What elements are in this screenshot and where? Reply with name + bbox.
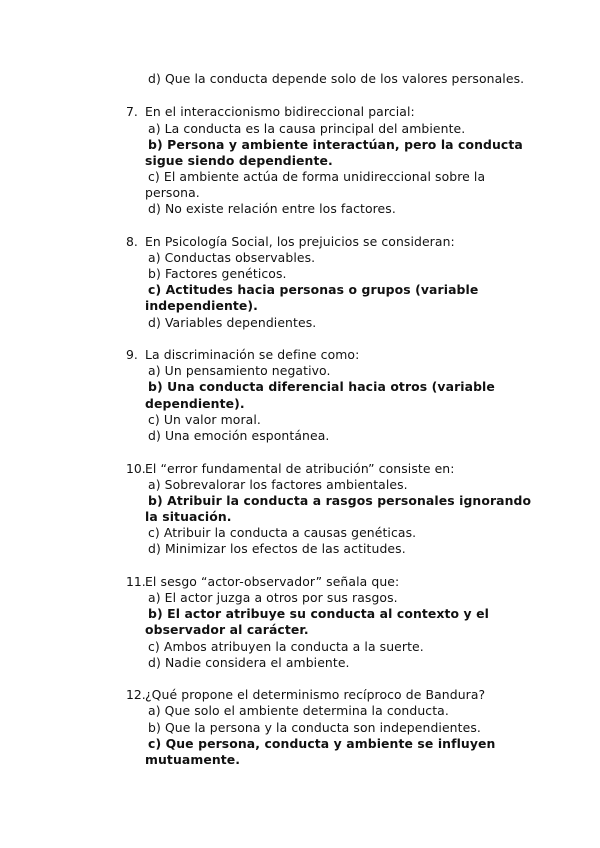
option-b: b) Factores genéticos.: [148, 266, 287, 281]
question-stem: ¿Qué propone el determinismo recíproco de Bandura?: [145, 687, 486, 702]
option-a: a) El actor juzga a otros por sus rasgos.: [148, 590, 398, 605]
option-d: d) Variables dependientes.: [148, 315, 317, 330]
option-c-correct-continued: independiente).: [145, 298, 258, 313]
question-number: 12.: [126, 687, 146, 702]
question-number: 7.: [126, 104, 138, 119]
option-c-correct: c) Actitudes hacia personas o grupos (variable: [148, 282, 479, 297]
question-stem: En Psicología Social, los prejuicios se consideran:: [145, 234, 455, 249]
option-a: a) Sobrevalorar los factores ambientales.: [148, 477, 408, 492]
option-c: c) Ambos atribuyen la conducta a la suerte.: [148, 639, 424, 654]
option-d: d) No existe relación entre los factores.: [148, 201, 396, 216]
question-number: 11.: [126, 574, 146, 589]
option-c: c) Atribuir la conducta a causas genéticas.: [148, 525, 417, 540]
option-b-correct: b) Una conducta diferencial hacia otros (variable: [148, 379, 495, 394]
option-a: a) Conductas observables.: [148, 250, 316, 265]
option-b-correct-continued: sigue siendo dependiente.: [145, 153, 333, 168]
question-stem: El “error fundamental de atribución” consiste en:: [145, 461, 455, 476]
option-b-correct-continued: observador al carácter.: [145, 622, 309, 637]
option-d: d) Minimizar los efectos de las actitudes.: [148, 541, 406, 556]
option-c-correct-continued: mutuamente.: [145, 752, 241, 767]
question-6-option-d: d) Que la conducta depende solo de los valores personales.: [148, 71, 525, 86]
question-number: 9.: [126, 347, 138, 362]
option-b-correct: b) Persona y ambiente interactúan, pero la conducta: [148, 137, 523, 152]
option-c: c) Un valor moral.: [148, 412, 261, 427]
option-c-continued: persona.: [145, 185, 200, 200]
question-stem: La discriminación se define como:: [145, 347, 360, 362]
option-b-correct: b) Atribuir la conducta a rasgos personales ignorando: [148, 493, 532, 508]
question-stem: El sesgo “actor-observador” señala que:: [145, 574, 400, 589]
option-b-correct-continued: dependiente).: [145, 396, 245, 411]
question-number: 8.: [126, 234, 138, 249]
option-c: c) El ambiente actúa de forma unidireccional sobre la: [148, 169, 486, 184]
option-a: a) Que solo el ambiente determina la conducta.: [148, 703, 449, 718]
option-d: d) Una emoción espontánea.: [148, 428, 330, 443]
option-b-correct: b) El actor atribuye su conducta al contexto y el: [148, 606, 489, 621]
option-b: b) Que la persona y la conducta son independientes.: [148, 720, 481, 735]
option-c-correct: c) Que persona, conducta y ambiente se influyen: [148, 736, 496, 751]
option-a: a) La conducta es la causa principal del ambiente.: [148, 121, 466, 136]
option-a: a) Un pensamiento negativo.: [148, 363, 331, 378]
option-b-correct-continued: la situación.: [145, 509, 232, 524]
question-number: 10.: [126, 461, 146, 476]
option-d: d) Nadie considera el ambiente.: [148, 655, 350, 670]
question-stem: En el interaccionismo bidireccional parcial:: [145, 104, 415, 119]
